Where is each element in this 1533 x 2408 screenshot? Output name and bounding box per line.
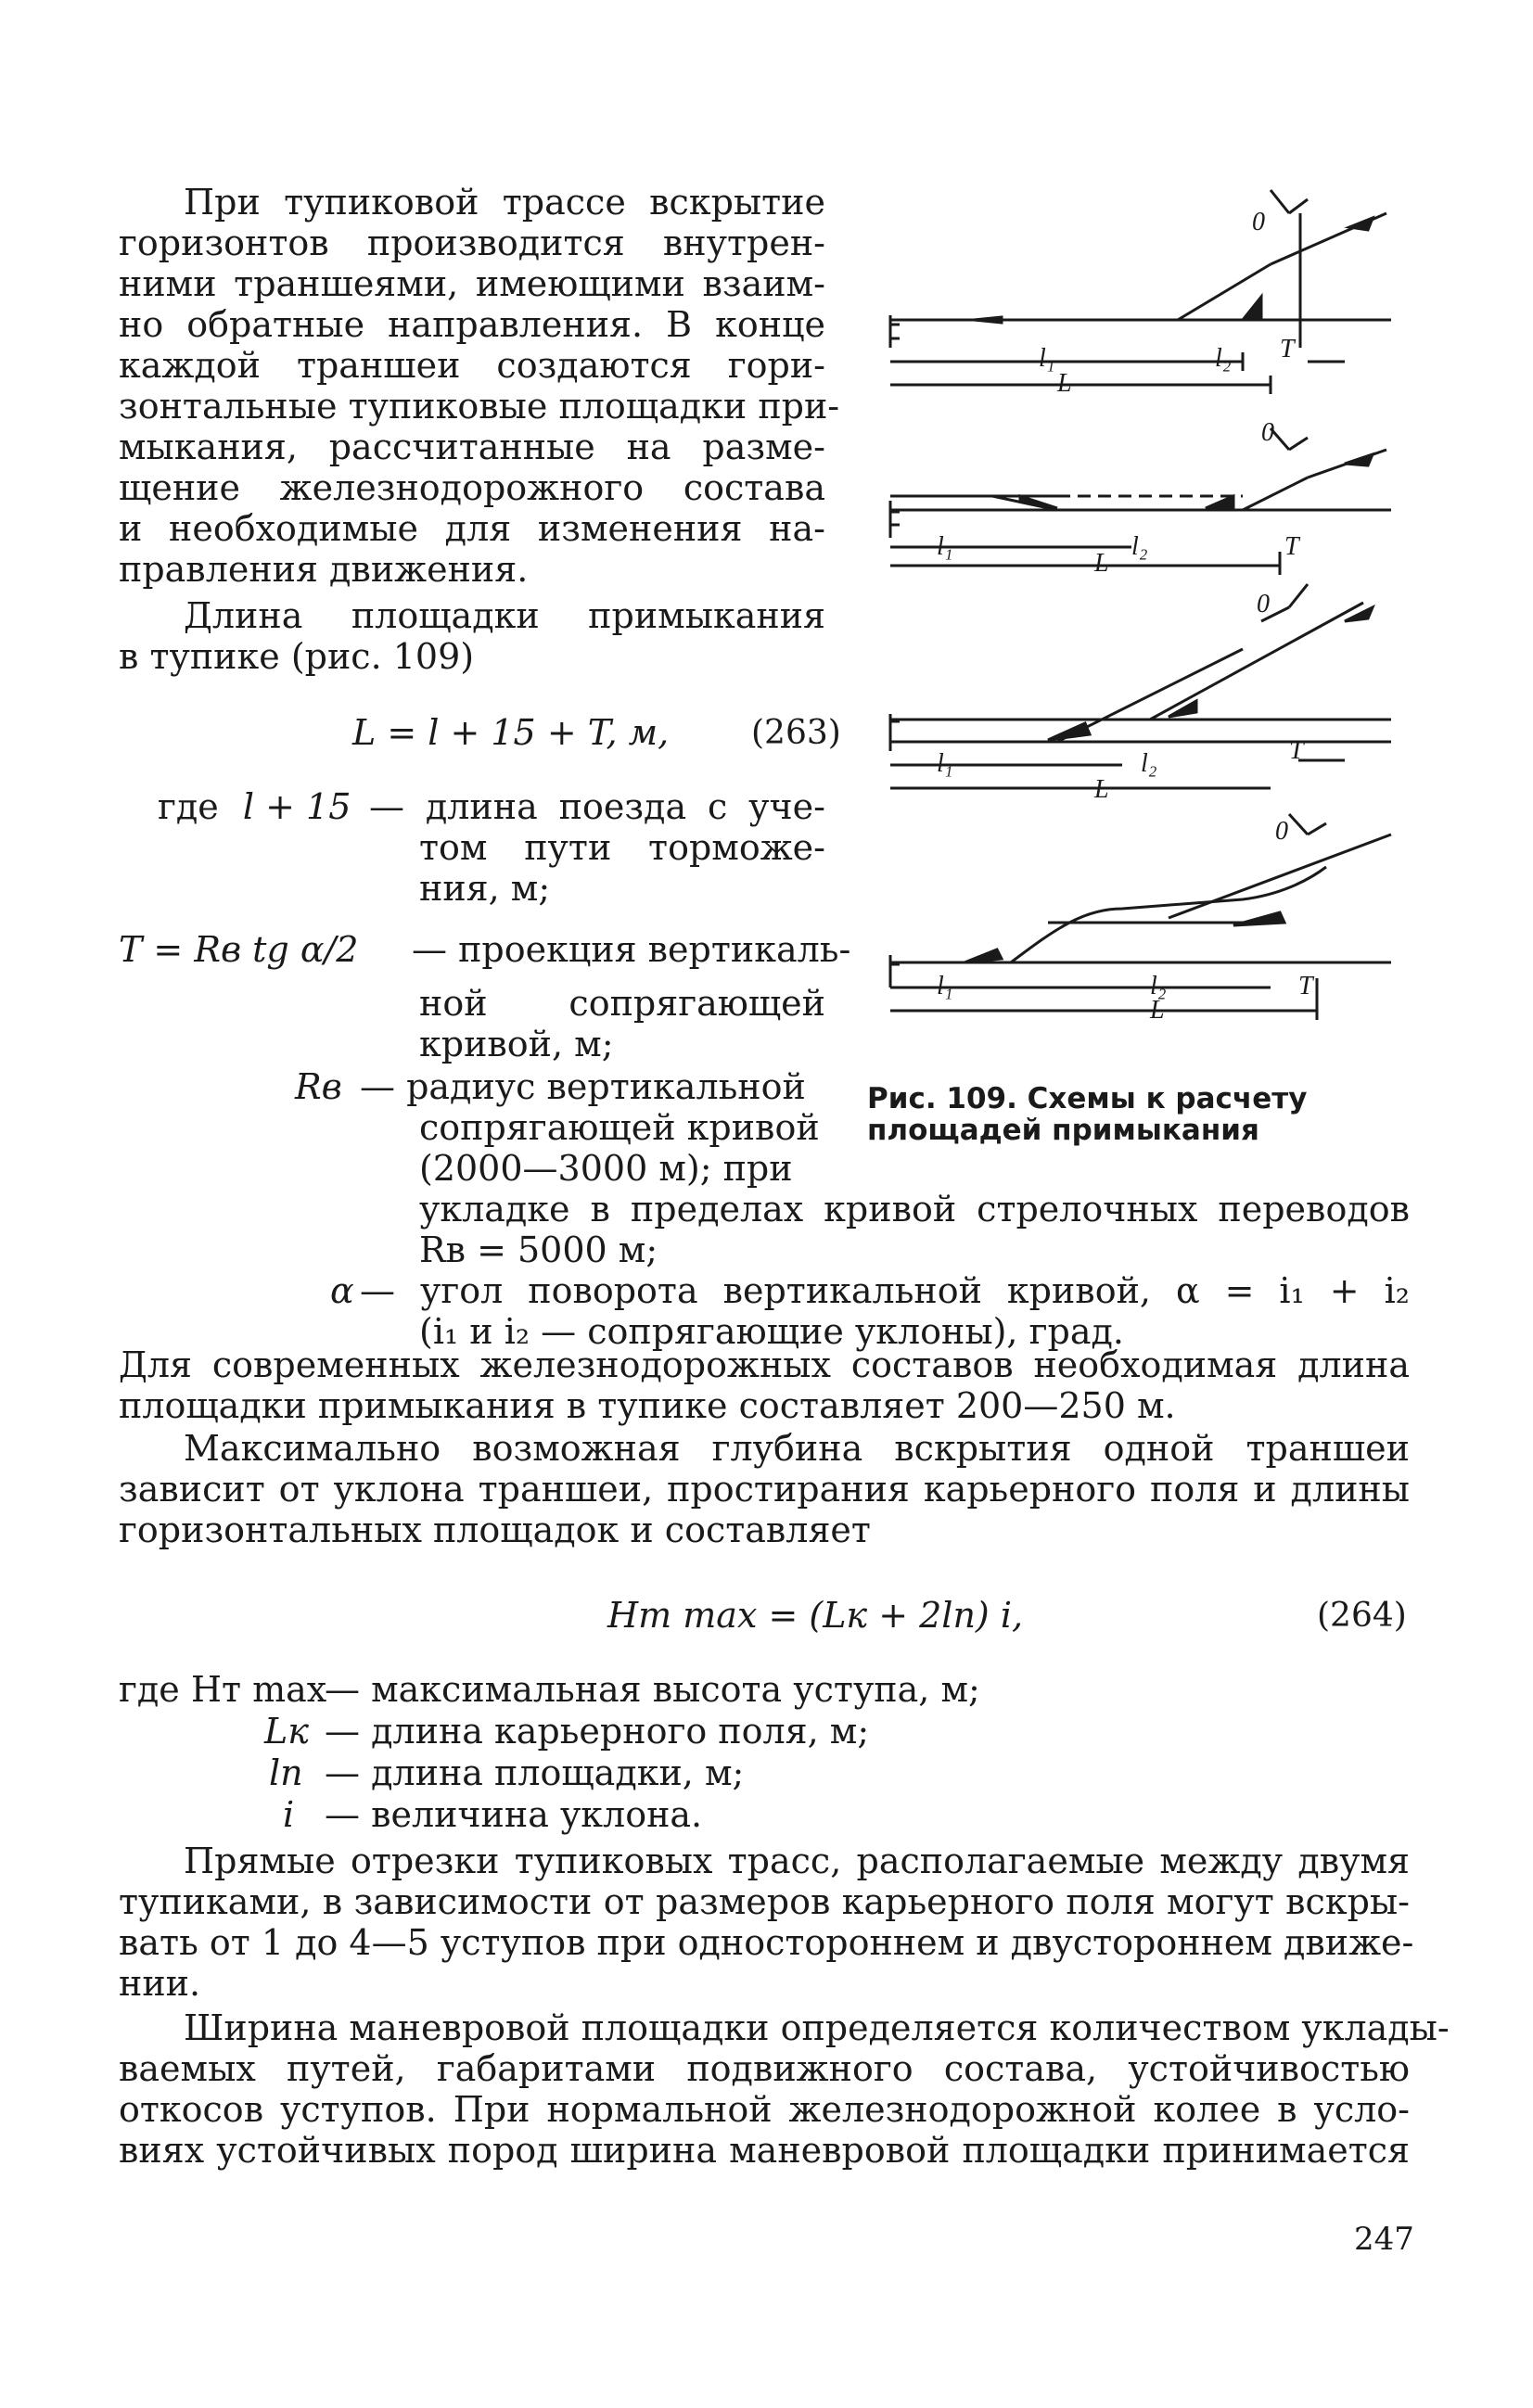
- scheme-1: [890, 190, 1391, 394]
- formula-264: Hт max = (Lк + 2lп) i,: [607, 1595, 1024, 1636]
- figure-labels: [937, 208, 1315, 1025]
- def-line: ной сопрягающей: [419, 983, 825, 1024]
- label-o: 0: [1275, 817, 1288, 846]
- label-t: T: [1280, 335, 1295, 363]
- formula-263-number: (263): [751, 714, 841, 752]
- figure-109-caption: Рис. 109. Схемы к расчету площадей примыкания: [867, 1082, 1308, 1147]
- def-line: (2000—3000 м); при: [419, 1148, 793, 1189]
- label-l2: l₂: [1150, 972, 1167, 1000]
- text-line: тупиками, в зависимости от размеров карьерного поля могут вскры-: [119, 1881, 1410, 1922]
- label-l2: l₂: [1141, 749, 1157, 778]
- def-term: Lк: [264, 1711, 309, 1752]
- text-line: каждой траншеи создаются гори-: [119, 345, 825, 386]
- text-line: Для современных железнодорожных составов необходимая длина: [119, 1344, 1410, 1385]
- text-line: При тупиковой трассе вскрытие: [184, 182, 825, 223]
- term-Rv: Rв: [295, 1066, 342, 1107]
- label-l: L: [1150, 996, 1165, 1025]
- text-line: ваемых путей, габаритами подвижного состава, устойчивостью: [119, 2048, 1410, 2089]
- text-line: нии.: [119, 1963, 201, 2004]
- label-t: T: [1289, 736, 1304, 765]
- def-text: — максимальная высота уступа, м;: [325, 1669, 980, 1710]
- text-line: зонтальные тупиковые площадки при-: [119, 386, 840, 427]
- text-line: правления движения.: [119, 549, 529, 590]
- def-line: том пути торможе-: [419, 827, 825, 868]
- def-line: сопрягающей кривой: [419, 1107, 820, 1148]
- term-alpha: α: [330, 1270, 354, 1311]
- label-l1: l₁: [1039, 344, 1055, 373]
- def-term: i: [283, 1794, 295, 1835]
- text-line: Максимально возможная глубина вскрытия одной траншеи: [184, 1428, 1410, 1469]
- paragraph-2: [119, 595, 825, 677]
- term-T: T = Rв tg α/2: [119, 929, 359, 970]
- text-line: виях устойчивых пород ширина маневровой площадки принимается: [119, 2130, 1410, 2171]
- def-line: (i₁ и i₂ — сопрягающие уклоны), град.: [419, 1311, 1124, 1352]
- text-line: горизонтальных площадок и составляет: [119, 1510, 871, 1550]
- label-l1: l₁: [937, 532, 953, 561]
- figure-109-diagram: [872, 185, 1410, 1076]
- text-line: Ширина маневровой площадки определяется количеством уклады-: [184, 2007, 1450, 2048]
- label-o: 0: [1261, 418, 1274, 447]
- text-line: мыкания, рассчитанные на разме-: [119, 427, 825, 467]
- def-line: — угол поворота вертикальной кривой, α = i₁ + i₂: [360, 1270, 1410, 1311]
- text-line: горизонтов производится внутрен-: [119, 223, 825, 263]
- text-line: но обратные направления. В конце: [119, 304, 825, 345]
- def-text: — величина уклона.: [325, 1794, 703, 1835]
- def-term: где Hт max: [119, 1669, 327, 1710]
- label-o: 0: [1252, 208, 1265, 236]
- label-l2: l₂: [1131, 532, 1148, 561]
- def-line: кривой, м;: [419, 1024, 614, 1064]
- text-line: площадки примыкания в тупике составляет 200—250 м.: [119, 1385, 1176, 1426]
- label-l: L: [1094, 549, 1109, 578]
- paragraph-5: [119, 1841, 1414, 2004]
- def-text: — длина площадки, м;: [325, 1752, 745, 1793]
- text-line: ними траншеями, имеющими взаим-: [119, 263, 825, 304]
- scheme-4: [890, 814, 1391, 1020]
- text-line: в тупике (рис. 109): [119, 636, 475, 677]
- label-l: L: [1057, 369, 1072, 398]
- label-l2: l₂: [1215, 344, 1232, 373]
- paragraph-1: [119, 182, 840, 590]
- def-line: — длина поезда с уче-: [369, 786, 825, 827]
- paragraph-4: [119, 1428, 1410, 1550]
- def-line: укладке в пределах кривой стрелочных переводов: [419, 1189, 1410, 1229]
- text-line: Длина площадки примыкания: [184, 595, 825, 636]
- text-line: и необходимые для изменения на-: [119, 508, 825, 549]
- def-line: — радиус вертикальной: [360, 1066, 806, 1107]
- label-t: T: [1284, 532, 1299, 561]
- def-line: Rв = 5000 м;: [419, 1229, 658, 1270]
- formula-263: L = l + 15 + T, м,: [352, 712, 670, 753]
- label-o: 0: [1257, 590, 1270, 618]
- def-term: lп: [269, 1752, 303, 1793]
- page-number: 247: [1354, 2221, 1414, 2258]
- text-line: Прямые отрезки тупиковых трасс, располагаемые между двумя: [184, 1841, 1410, 1881]
- paragraph-3: [119, 1344, 1410, 1426]
- def-line: — проекция вертикаль-: [412, 929, 851, 970]
- text-line: вать от 1 до 4—5 уступов при одностороннем и двустороннем движе-: [119, 1922, 1414, 1963]
- def-line: ния, м;: [419, 868, 551, 909]
- label-l1: l₁: [937, 972, 953, 1000]
- def-text: — длина карьерного поля, м;: [325, 1711, 870, 1752]
- text-line: зависит от уклона траншеи, простирания карьерного поля и длины: [119, 1469, 1410, 1510]
- label-l1: l₁: [937, 749, 953, 778]
- paragraph-6: [119, 2007, 1450, 2171]
- formula-264-number: (264): [1317, 1597, 1407, 1635]
- label-t: T: [1298, 972, 1313, 1000]
- label-l: L: [1094, 775, 1109, 804]
- term-l15: l + 15: [242, 786, 351, 827]
- text-line: откосов уступов. При нормальной железнодорожной колее в усло-: [119, 2089, 1410, 2130]
- where-word: где: [158, 786, 219, 827]
- text-line: щение железнодорожного состава: [119, 467, 825, 508]
